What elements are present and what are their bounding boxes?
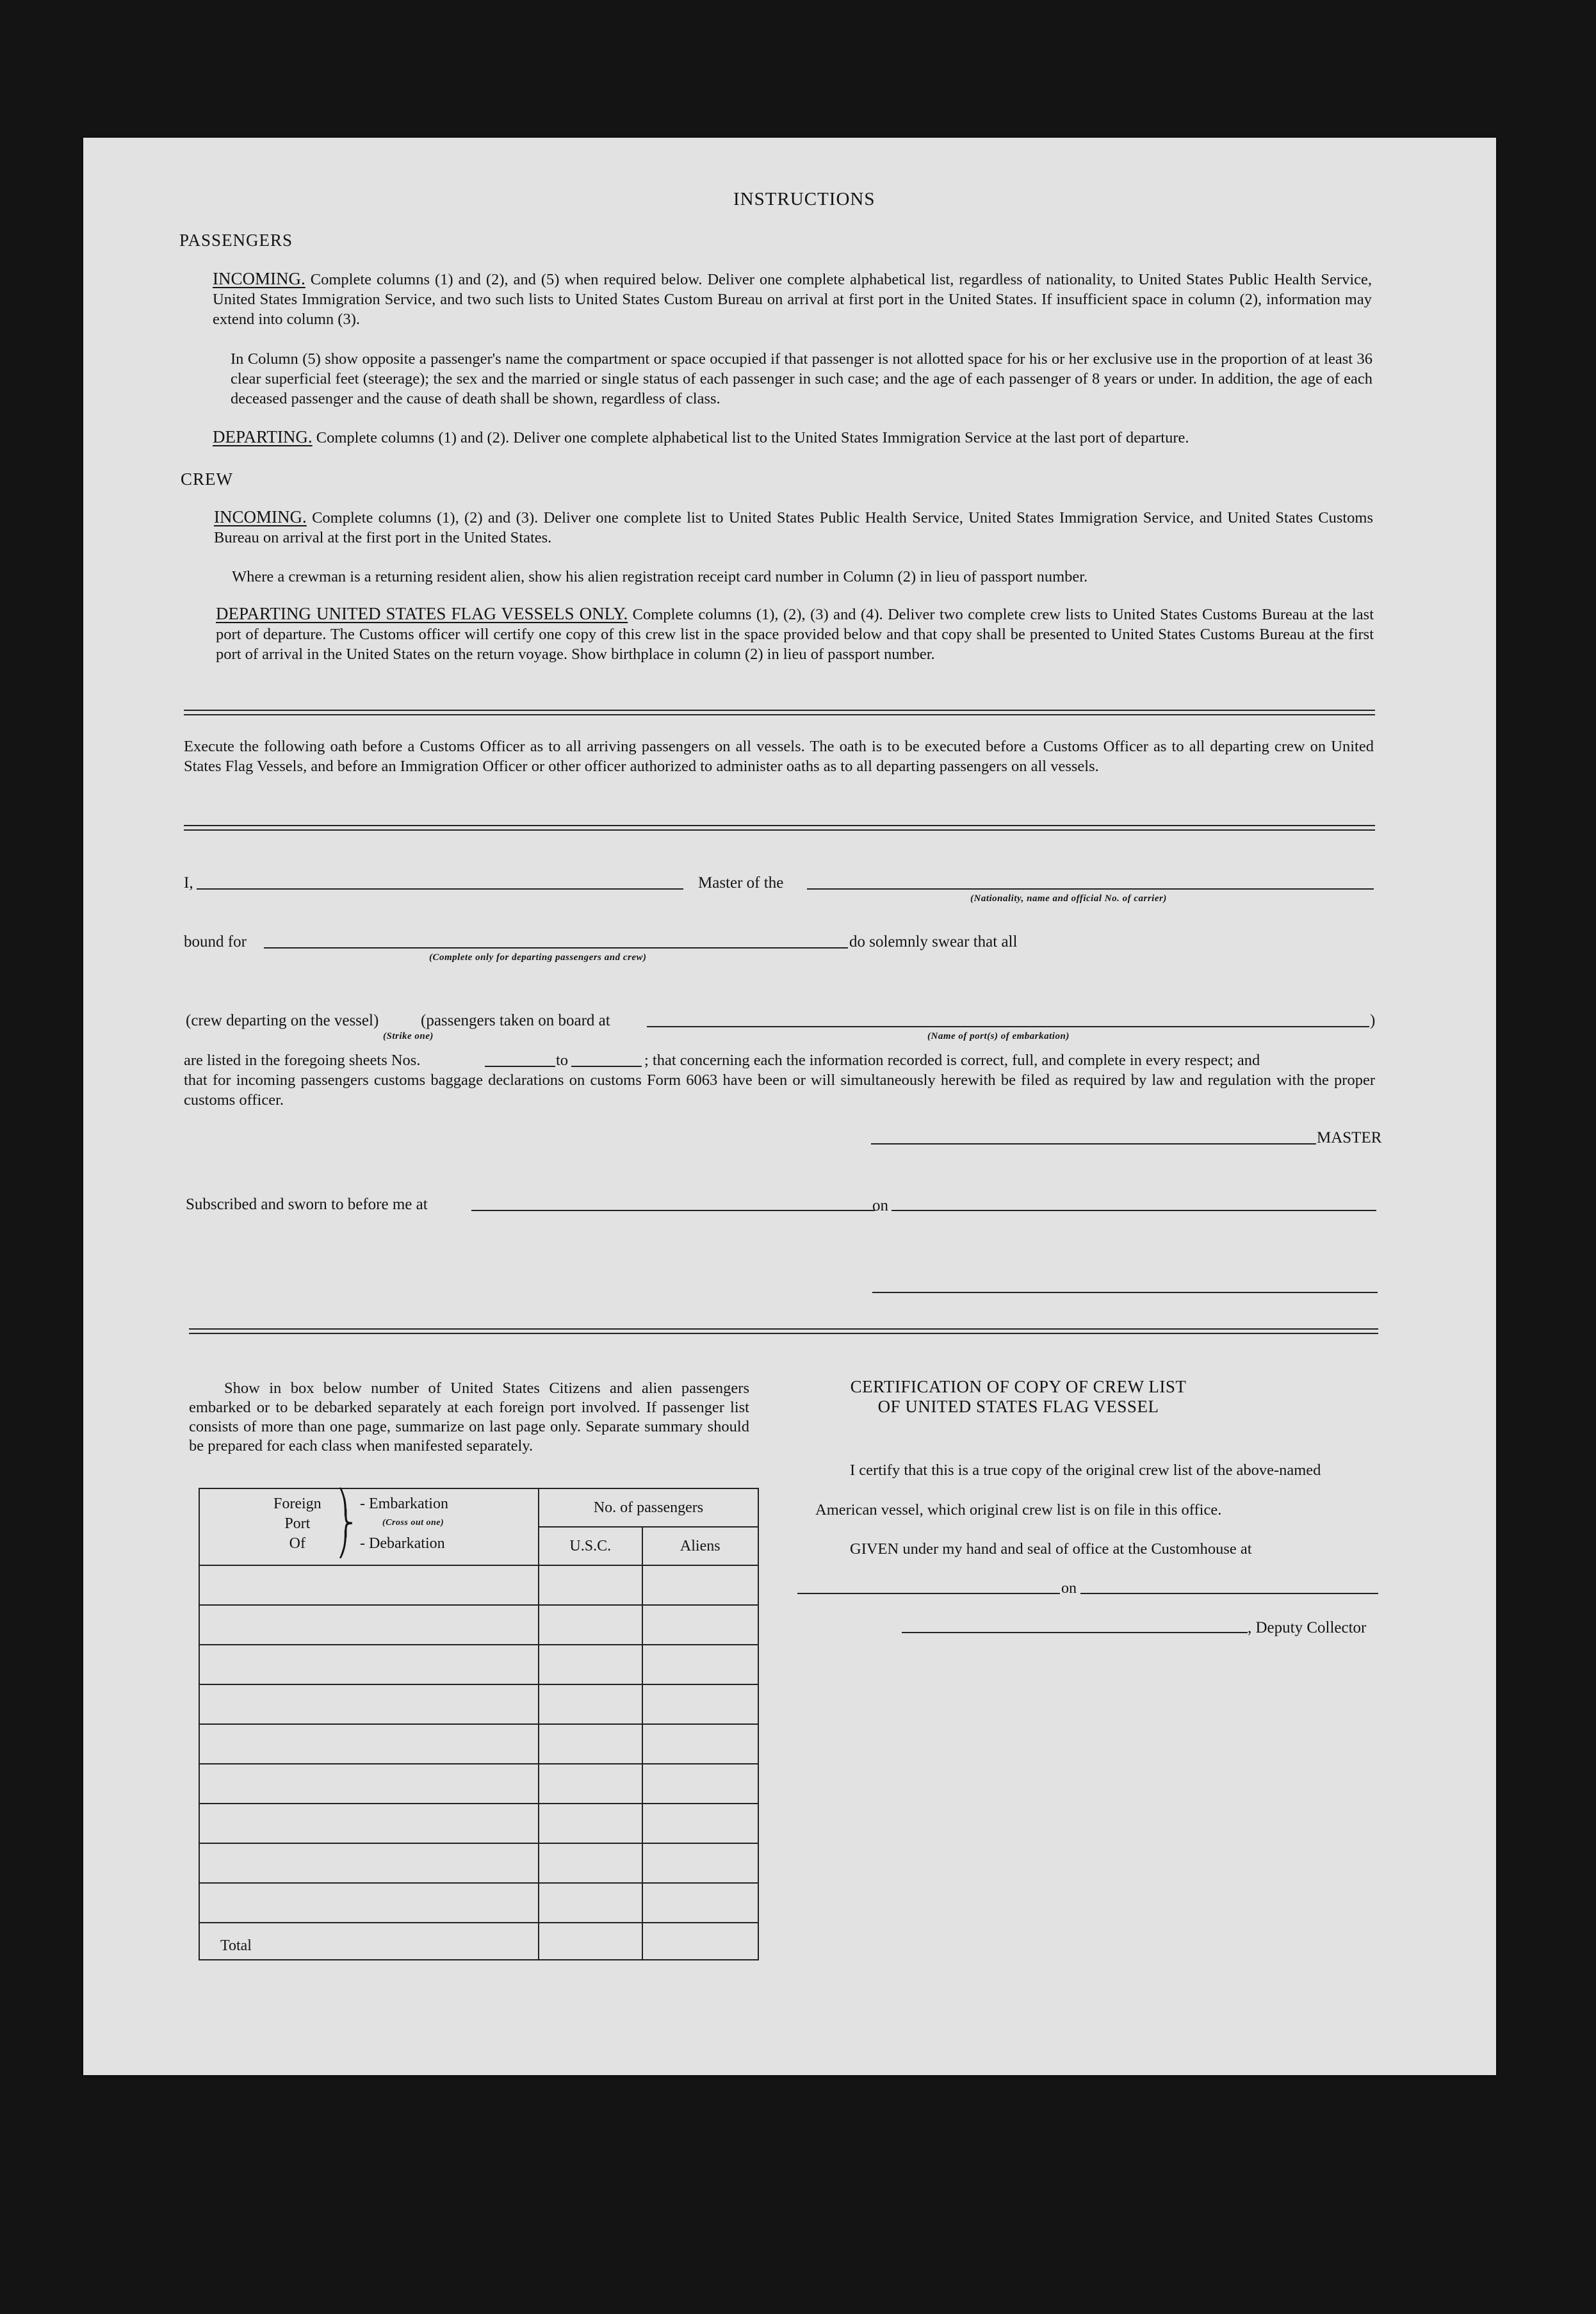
aliens-cell[interactable]	[642, 1843, 758, 1883]
crew-departing-option: (crew departing on the vessel)	[186, 1012, 379, 1029]
usc-cell[interactable]	[539, 1684, 642, 1724]
usc-cell[interactable]	[539, 1724, 642, 1764]
port-cell[interactable]	[199, 1565, 539, 1605]
table-row	[199, 1645, 758, 1684]
total-aliens-cell[interactable]	[642, 1923, 758, 1960]
aliens-header: Aliens	[642, 1527, 758, 1565]
bound-for-line[interactable]	[264, 947, 848, 949]
summary-divider	[189, 1328, 1378, 1334]
sheet-from-line[interactable]	[485, 1066, 555, 1067]
passengers-incoming-text: Complete columns (1) and (2), and (5) when required below. Deliver one complete alphabetical list, regardless of nationality, to United States Public Health Service, United States Immigration Service, and two such lists to United States Custom Bureau on arrival at first port in the United States. If insufficient space in column (2), information may extend into column (3).	[213, 271, 1372, 328]
port-cell[interactable]	[199, 1764, 539, 1804]
solemnly-swear-text: do solemnly swear that all	[849, 933, 1018, 950]
table-row	[199, 1883, 758, 1923]
no-passengers-header: No. of passengers	[539, 1488, 758, 1527]
crew-heading: CREW	[181, 469, 233, 489]
port-cell[interactable]	[199, 1843, 539, 1883]
passengers-taken-option: (passengers taken on board at	[421, 1012, 610, 1029]
crew-incoming-paragraph	[214, 507, 1373, 548]
aliens-cell[interactable]	[642, 1645, 758, 1684]
certification-date-line[interactable]	[1080, 1593, 1378, 1594]
certification-title	[775, 1377, 1262, 1417]
passengers-column5-paragraph: In Column (5) show opposite a passenger's name the compartment or space occupied if that passenger is not allotted space for his or her exclusive use in the proportion of at least 36 clear superficial feet (steerage); the sex and the married or single status of each passenger in such case; and the age of each passenger of 8 years or under. In addition, the age of each deceased passenger and the cause of death shall be shown, regardless of class.	[231, 350, 1372, 407]
listed-prefix: are listed in the foregoing sheets Nos.	[184, 1052, 421, 1069]
embarkation-label[interactable]: - Embarkation	[360, 1495, 448, 1512]
foreign-port-header	[199, 1488, 539, 1565]
ports-line[interactable]	[647, 1026, 1369, 1027]
section-divider	[184, 710, 1375, 715]
master-of-the-label: Master of the	[698, 874, 784, 892]
cross-out-caption: (Cross out one)	[382, 1518, 444, 1528]
listed-suffix: ; that concerning each the information recorded is correct, full, and complete in every respect; and	[644, 1052, 1260, 1069]
certification-line-1: I certify that this is a true copy of the original crew list of the above-named	[850, 1462, 1321, 1479]
debarkation-label[interactable]: - Debarkation	[360, 1535, 445, 1552]
usc-cell[interactable]	[539, 1605, 642, 1645]
table-row	[199, 1724, 758, 1764]
total-label: Total	[199, 1923, 539, 1960]
carrier-line[interactable]	[807, 888, 1374, 890]
sworn-place-line[interactable]	[471, 1210, 875, 1211]
oath-intro-paragraph: Execute the following oath before a Customs Officer as to all arriving passengers on all vessels. The oath is to be executed before a Customs Officer as to all departing crew on United States Flag Vessels, and before an Immigration Officer or other officer authorized to administer oaths as to all departing passengers on all vessels.	[184, 738, 1374, 775]
table-row	[199, 1605, 758, 1645]
master-signature-line[interactable]	[871, 1143, 1316, 1145]
departing-caption: (Complete only for departing passengers and crew)	[429, 952, 647, 963]
sheet-to-line[interactable]	[571, 1066, 642, 1067]
usc-cell[interactable]	[539, 1764, 642, 1804]
foreign-label: Foreign	[273, 1495, 322, 1512]
passenger-summary-table	[199, 1488, 759, 1960]
deputy-signature-line[interactable]	[902, 1632, 1248, 1633]
aliens-cell[interactable]	[642, 1684, 758, 1724]
usc-cell[interactable]	[539, 1883, 642, 1923]
ports-caption: (Name of port(s) of embarkation)	[927, 1031, 1070, 1041]
aliens-cell[interactable]	[642, 1804, 758, 1843]
to-word: to	[556, 1052, 569, 1069]
usc-cell[interactable]	[539, 1843, 642, 1883]
strike-one-caption: (Strike one)	[383, 1031, 434, 1041]
master-name-line[interactable]	[197, 888, 683, 890]
master-label: MASTER	[1317, 1129, 1382, 1146]
certification-title-line-1: CERTIFICATION OF COPY OF CREW LIST	[850, 1377, 1187, 1396]
passengers-departing-paragraph	[213, 427, 1372, 448]
crew-departing-label: DEPARTING UNITED STATES FLAG VESSELS ONLY.	[216, 604, 628, 623]
oath-divider	[184, 825, 1375, 831]
port-cell[interactable]	[199, 1724, 539, 1764]
port-cell[interactable]	[199, 1605, 539, 1645]
port-label: Port	[284, 1515, 311, 1532]
total-row	[199, 1923, 758, 1960]
summary-instructions: Show in box below number of United States Citizens and alien passengers embarked or to be debarked separately at each foreign port involved. If passenger list consists of more than one page, summarize on last page only. Separate summary should be prepared for each class when manifested separately.	[189, 1380, 749, 1454]
bound-for-label: bound for	[184, 933, 247, 950]
usc-header: U.S.C.	[539, 1527, 642, 1565]
table-row	[199, 1764, 758, 1804]
certification-on-word: on	[1061, 1580, 1077, 1597]
subscribed-text: Subscribed and sworn to before me at	[186, 1196, 428, 1213]
aliens-cell[interactable]	[642, 1565, 758, 1605]
aliens-cell[interactable]	[642, 1764, 758, 1804]
passengers-incoming-paragraph	[213, 269, 1372, 329]
sworn-on-word: on	[872, 1197, 888, 1214]
table-row	[199, 1684, 758, 1724]
passengers-departing-label: DEPARTING.	[213, 427, 313, 446]
crew-incoming-text: Complete columns (1), (2) and (3). Deliver one complete list to United States Public Health Service, United States Immigration Service, and United States Customs Bureau on arrival at the first port in the United States.	[214, 509, 1374, 546]
deputy-collector-label: , Deputy Collector	[1248, 1619, 1367, 1636]
port-cell[interactable]	[199, 1645, 539, 1684]
sworn-date-line[interactable]	[892, 1210, 1376, 1211]
customhouse-line[interactable]	[797, 1593, 1060, 1594]
aliens-cell[interactable]	[642, 1605, 758, 1645]
table-row	[199, 1565, 758, 1605]
crew-departing-paragraph	[216, 604, 1374, 664]
aliens-cell[interactable]	[642, 1724, 758, 1764]
certification-line-3: GIVEN under my hand and seal of office at the Customhouse at	[850, 1540, 1252, 1558]
oath-i-label: I,	[184, 874, 193, 892]
port-cell[interactable]	[199, 1804, 539, 1843]
of-label: Of	[289, 1535, 305, 1552]
usc-cell[interactable]	[539, 1565, 642, 1605]
crew-resident-paragraph: Where a crewman is a returning resident alien, show his alien registration receipt card number in Column (2) in lieu of passport number.	[232, 568, 1088, 585]
certification-title-line-2: OF UNITED STATES FLAG VESSEL	[877, 1397, 1159, 1416]
aliens-cell[interactable]	[642, 1883, 758, 1923]
passengers-heading: PASSENGERS	[179, 231, 293, 250]
table-row	[199, 1804, 758, 1843]
usc-cell[interactable]	[539, 1804, 642, 1843]
close-paren: )	[1370, 1012, 1376, 1029]
instructions-title: INSTRUCTIONS	[733, 189, 875, 209]
nationality-caption: (Nationality, name and official No. of carrier)	[970, 893, 1167, 904]
crew-departing-text: Complete columns (1), (2), (3) and (4). Deliver two complete crew lists to United States Customs Bureau at the last port of departure. The Customs officer will certify one copy of this crew list in the space provided below and that copy shall be presented to United States Customs Bureau at the first port of arrival in the United States on the return voyage. Show birthplace in column (2) in lieu of passport number.	[216, 606, 1374, 663]
officer-signature-line[interactable]	[872, 1292, 1378, 1293]
port-cell[interactable]	[199, 1684, 539, 1724]
table-row	[199, 1843, 758, 1883]
brace-icon: ⎞ ⎬ ⎠	[338, 1490, 354, 1558]
total-usc-cell[interactable]	[539, 1923, 642, 1960]
passengers-incoming-label: INCOMING.	[213, 269, 305, 288]
listed-text-2: that for incoming passengers customs baggage declarations on customs Form 6063 have been or will simultaneously herewith be filed as required by law and regulation with the proper customs officer.	[184, 1071, 1375, 1109]
document-page	[83, 138, 1496, 2075]
port-cell[interactable]	[199, 1883, 539, 1923]
usc-cell[interactable]	[539, 1645, 642, 1684]
passengers-departing-text: Complete columns (1) and (2). Deliver one complete alphabetical list to the United States Immigration Service at the last port of departure.	[316, 429, 1189, 446]
crew-incoming-label: INCOMING.	[214, 507, 307, 526]
certification-line-2: American vessel, which original crew list is on file in this office.	[815, 1501, 1222, 1519]
